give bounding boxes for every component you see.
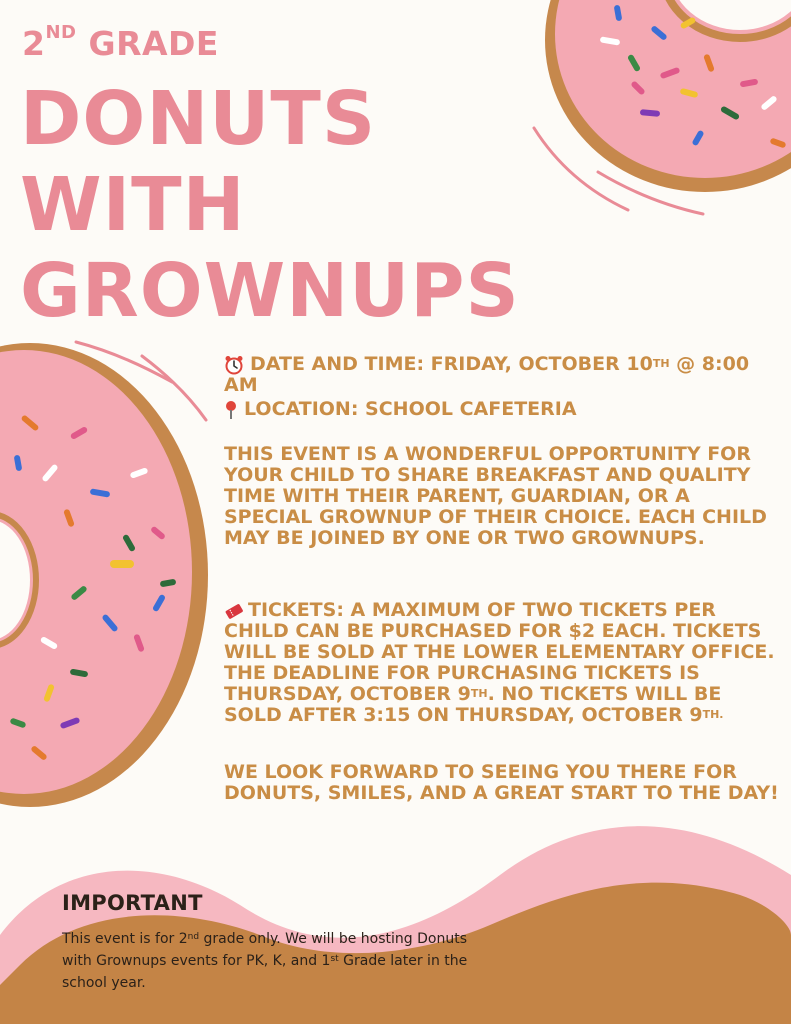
map-pin-icon: [224, 400, 238, 420]
ticket-icon: [224, 602, 244, 620]
closing-message: WE LOOK FORWARD TO SEEING YOU THERE FOR DONUTS, SMILES, AND A GREAT START TO THE DAY!: [224, 761, 779, 804]
motion-lines-top: [528, 122, 708, 222]
date-time-line: DATE AND TIME: FRIDAY, OCTOBER 10TH @ 8:00 AM: [224, 353, 750, 396]
title-line-donuts: DONUTS: [20, 76, 377, 162]
location-line: LOCATION: SCHOOL CAFETERIA: [224, 399, 784, 420]
tickets-info: TICKETS: A MAXIMUM OF TWO TICKETS PER CHILD CAN BE PURCHASED FOR $2 EACH. TICKETS WILL BE SOLD AT THE LOWER ELEMENTARY OFFICE. THE DEADLINE FOR PURCHASING TICKETS IS THURSDAY, OCTOBER 9TH. NO TICKETS WILL BE SOLD AFTER 3:15 ON THURSDAY, OCTOBER $9^{TH.}$: [224, 599, 775, 726]
title-line-with: WITH: [20, 162, 246, 248]
important-note: This event is for 2nd grade only. We will be hosting Donuts with Grownups events for PK, K, and 1st Grade later in the school year.: [62, 931, 468, 991]
important-heading: IMPORTANT: [62, 891, 203, 915]
event-description: THIS EVENT IS A WONDERFUL OPPORTUNITY FOR YOUR CHILD TO SHARE BREAKFAST AND QUALITY TIME WITH THEIR PARENT, GUARDIAN, OR A SPECIAL GROWNUP OF THEIR CHOICE. EACH CHILD MAY BE JOINED BY ONE OR TWO GROWNUPS.: [224, 443, 767, 549]
alarm-clock-icon: [224, 355, 244, 375]
title-line-grownups: GROWNUPS: [20, 248, 520, 334]
grade-heading: 2ND GRADE: [22, 22, 219, 63]
motion-lines-left: [72, 336, 212, 426]
